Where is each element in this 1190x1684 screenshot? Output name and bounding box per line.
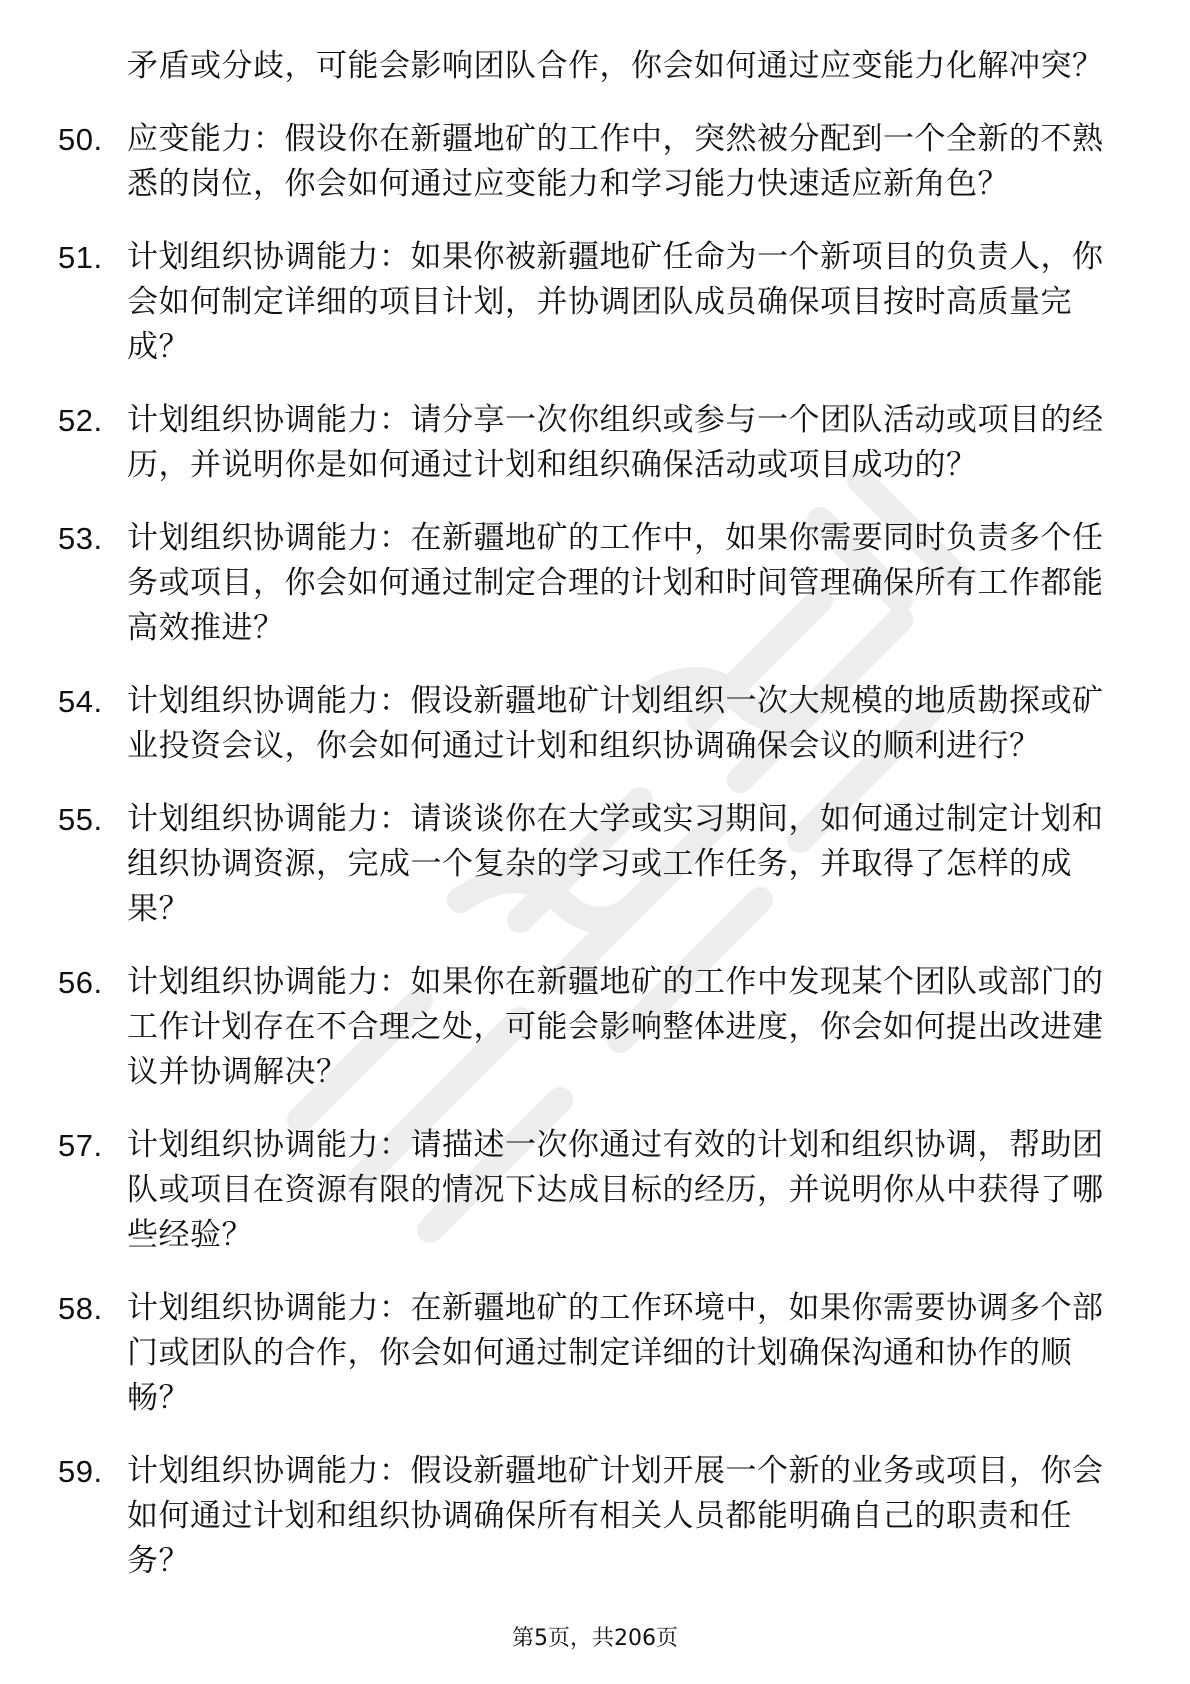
question-text: 计划组织协调能力：在新疆地矿的工作环境中，如果你需要协调多个部门或团队的合作，你会如何通过制定详细的计划确保沟通和协作的顺畅？: [127, 1290, 1104, 1416]
question-number: 57.: [58, 1128, 103, 1163]
question-list: [0, 44, 1190, 1612]
question-number: 52.: [58, 403, 103, 438]
question-continuation-text: 矛盾或分歧，可能会影响团队合作，你会如何通过应变能力化解冲突？: [127, 48, 1104, 84]
question-item: [0, 797, 1190, 932]
question-number: 51.: [58, 240, 103, 275]
question-item: [0, 398, 1190, 488]
question-text: 计划组织协调能力：在新疆地矿的工作中，如果你需要同时负责多个任务或项目，你会如何通过制定合理的计划和时间管理确保所有工作都能高效推进？: [127, 520, 1104, 646]
question-text: 计划组织协调能力：假设新疆地矿计划开展一个新的业务或项目，你会如何通过计划和组织协调确保所有相关人员都能明确自己的职责和任务？: [127, 1453, 1104, 1579]
question-text: 计划组织协调能力：假设新疆地矿计划组织一次大规模的地质勘探或矿业投资会议，你会如何通过计划和组织协调确保会议的顺利进行？: [127, 683, 1104, 764]
question-text: 计划组织协调能力：请谈谈你在大学或实习期间，如何通过制定计划和组织协调资源，完成一个复杂的学习或工作任务，并取得了怎样的成果？: [127, 801, 1104, 927]
question-number: 59.: [58, 1454, 103, 1489]
question-item: [0, 117, 1190, 207]
question-text: 应变能力：假设你在新疆地矿的工作中，突然被分配到一个全新的不熟悉的岗位，你会如何通过应变能力和学习能力快速适应新角色？: [127, 121, 1104, 202]
question-item: [0, 516, 1190, 651]
question-text: 计划组织协调能力：请分享一次你组织或参与一个团队活动或项目的经历，并说明你是如何通过计划和组织确保活动或项目成功的？: [127, 402, 1104, 483]
question-number: 50.: [58, 122, 103, 157]
question-item: [0, 1449, 1190, 1584]
question-number: 54.: [58, 684, 103, 719]
question-item: [0, 679, 1190, 769]
question-item: [0, 235, 1190, 370]
question-item: [0, 1286, 1190, 1421]
question-number: 58.: [58, 1291, 103, 1326]
page-footer: 第5页，共206页: [512, 1626, 678, 1651]
question-text: 计划组织协调能力：请描述一次你通过有效的计划和组织协调，帮助团队或项目在资源有限的情况下达成目标的经历，并说明你从中获得了哪些经验？: [127, 1127, 1104, 1253]
question-item: [0, 1123, 1190, 1258]
question-text: 计划组织协调能力：如果你被新疆地矿任命为一个新项目的负责人，你会如何制定详细的项目计划，并协调团队成员确保项目按时高质量完成？: [127, 239, 1104, 365]
question-continuation: [0, 44, 1190, 89]
question-number: 55.: [58, 802, 103, 837]
question-item: [0, 960, 1190, 1095]
question-number: 53.: [58, 521, 103, 556]
question-text: 计划组织协调能力：如果你在新疆地矿的工作中发现某个团队或部门的工作计划存在不合理之处，可能会影响整体进度，你会如何提出改进建议并协调解决？: [127, 964, 1104, 1090]
question-number: 56.: [58, 965, 103, 1000]
